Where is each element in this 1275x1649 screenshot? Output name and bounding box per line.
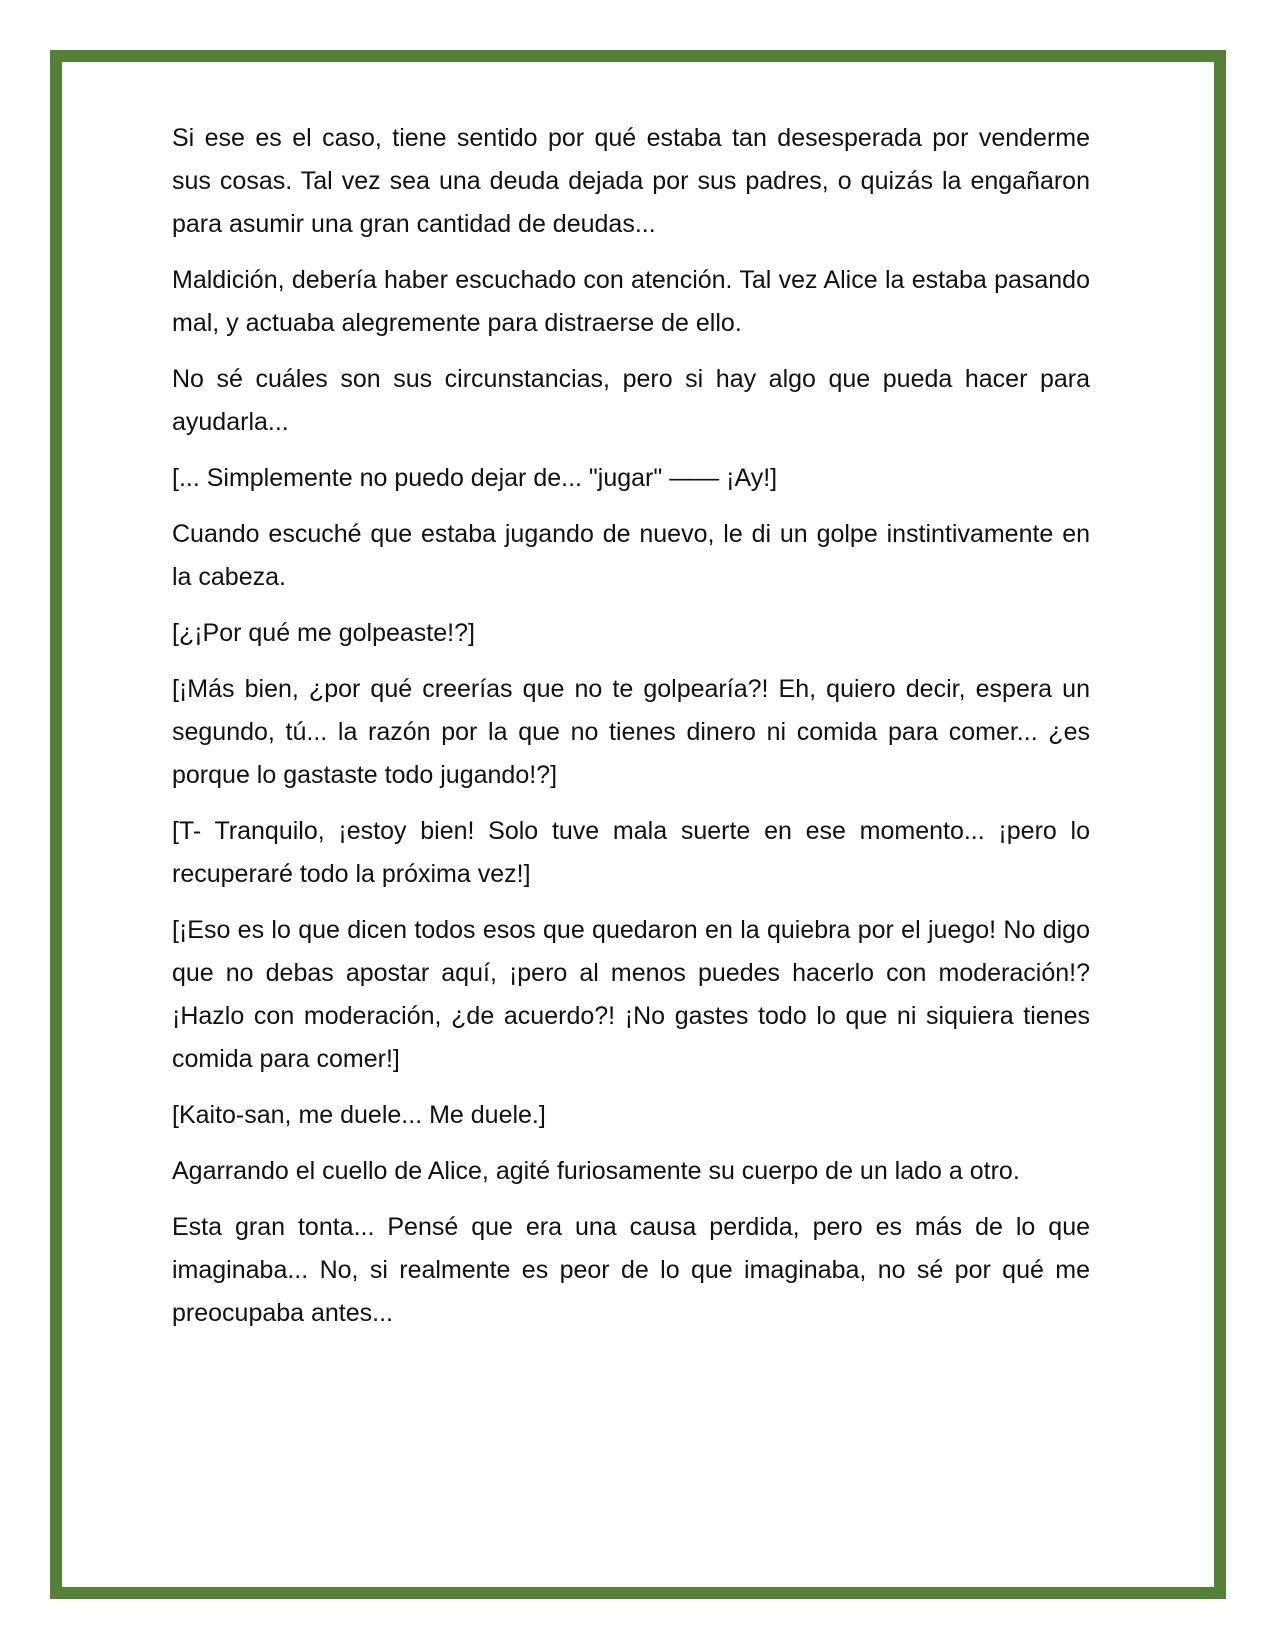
paragraph: [... Simplemente no puedo dejar de... "jugar" —— ¡Ay!]: [172, 464, 778, 492]
paragraph: Maldición, debería haber escuchado con atención. Tal vez Alice la estaba pasando mal, y actuaba alegremente para distraerse de ello.: [172, 266, 1090, 337]
paragraph: Agarrando el cuello de Alice, agité furiosamente su cuerpo de un lado a otro.: [172, 1157, 1020, 1185]
paragraph: Esta gran tonta... Pensé que era una causa perdida, pero es más de lo que imaginaba... No, si realmente es peor de lo que imaginaba, no sé por qué me preocupaba antes...: [172, 1213, 1090, 1327]
paragraph: [¿¡Por qué me golpeaste!?]: [172, 619, 475, 647]
paragraph: [¡Más bien, ¿por qué creerías que no te golpearía?! Eh, quiero decir, espera un segundo, tú... la razón por la que no tienes dinero ni comida para comer... ¿es porque lo gastaste todo jugando!?]: [172, 675, 1090, 789]
paragraph: Si ese es el caso, tiene sentido por qué estaba tan desesperada por venderme sus cosas. Tal vez sea una deuda dejada por sus padres, o quizás la engañaron para asumir una gran cantidad de deudas...: [172, 124, 1090, 238]
paragraph: No sé cuáles son sus circunstancias, pero si hay algo que pueda hacer para ayudarla...: [172, 365, 1090, 436]
paragraph: [¡Eso es lo que dicen todos esos que quedaron en la quiebra por el juego! No digo que no debas apostar aquí, ¡pero al menos puedes hacerlo con moderación!? ¡Hazlo con moderación, ¿de acuerdo?! ¡No gastes todo lo que ni siquiera tienes comida para comer!]: [172, 916, 1090, 1073]
paragraph: [T- Tranquilo, ¡estoy bien! Solo tuve mala suerte en ese momento... ¡pero lo recuperaré todo la próxima vez!]: [172, 817, 1090, 888]
paragraph: [Kaito-san, me duele... Me duele.]: [172, 1101, 546, 1129]
text-body: [172, 117, 1090, 1348]
paragraph: Cuando escuché que estaba jugando de nuevo, le di un golpe instintivamente en la cabeza.: [172, 520, 1090, 591]
